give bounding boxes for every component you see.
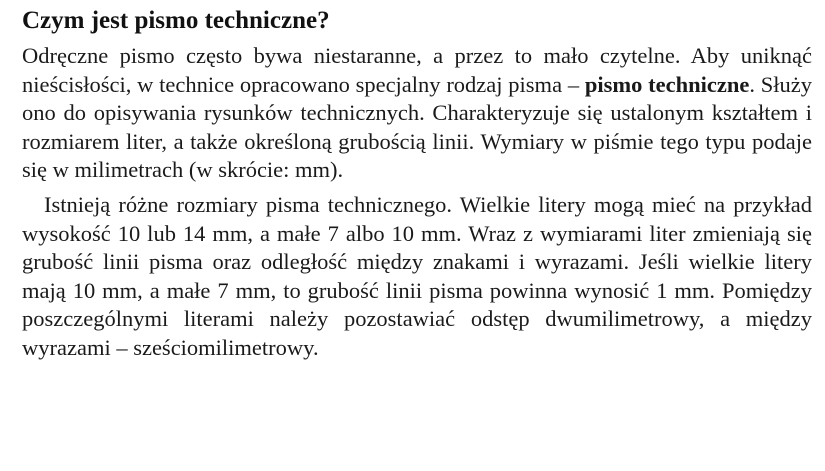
paragraph-sizes: Istnieją różne rozmiary pisma technicznego. Wielkie litery mogą mieć na przykład wysokość 10 lub 14 mm, a małe 7 albo 10 mm. Wraz z wymiarami liter zmieniają się grubość linii pisma oraz odległość między znakami i wyrazami. Jeśli wielkie litery mają 10 mm, a małe 7 mm, to grubość linii pisma powinna wynosić 1 mm. Pomiędzy poszczególnymi literami należy pozostawiać odstęp dwumilimetrowy, a między wyrazami – sześciomilimetrowy. bbox=[22, 191, 812, 360]
section-heading: Czym jest pismo techniczne? bbox=[22, 7, 330, 34]
paragraph-intro bbox=[22, 42, 812, 185]
bold-term: pismo techniczne bbox=[584, 71, 750, 97]
paragraph-intro-text-end: . Służy ono do opisywania rysunków technicznych. Charakteryzuje się ustalonym kształtem i rozmiarem liter, a także określoną grubością linii. Wymiary w piśmie tego typu podaje się w milimetrach (w skrócie: mm). bbox=[22, 71, 812, 183]
paragraph-intro-text-start: Odręczne pismo często bywa niestaranne, a przez to mało czytelne. Aby uniknąć nieścisłości, w technice opracowano specjalny rodzaj pisma – bbox=[22, 43, 812, 97]
document-page bbox=[22, 0, 812, 363]
